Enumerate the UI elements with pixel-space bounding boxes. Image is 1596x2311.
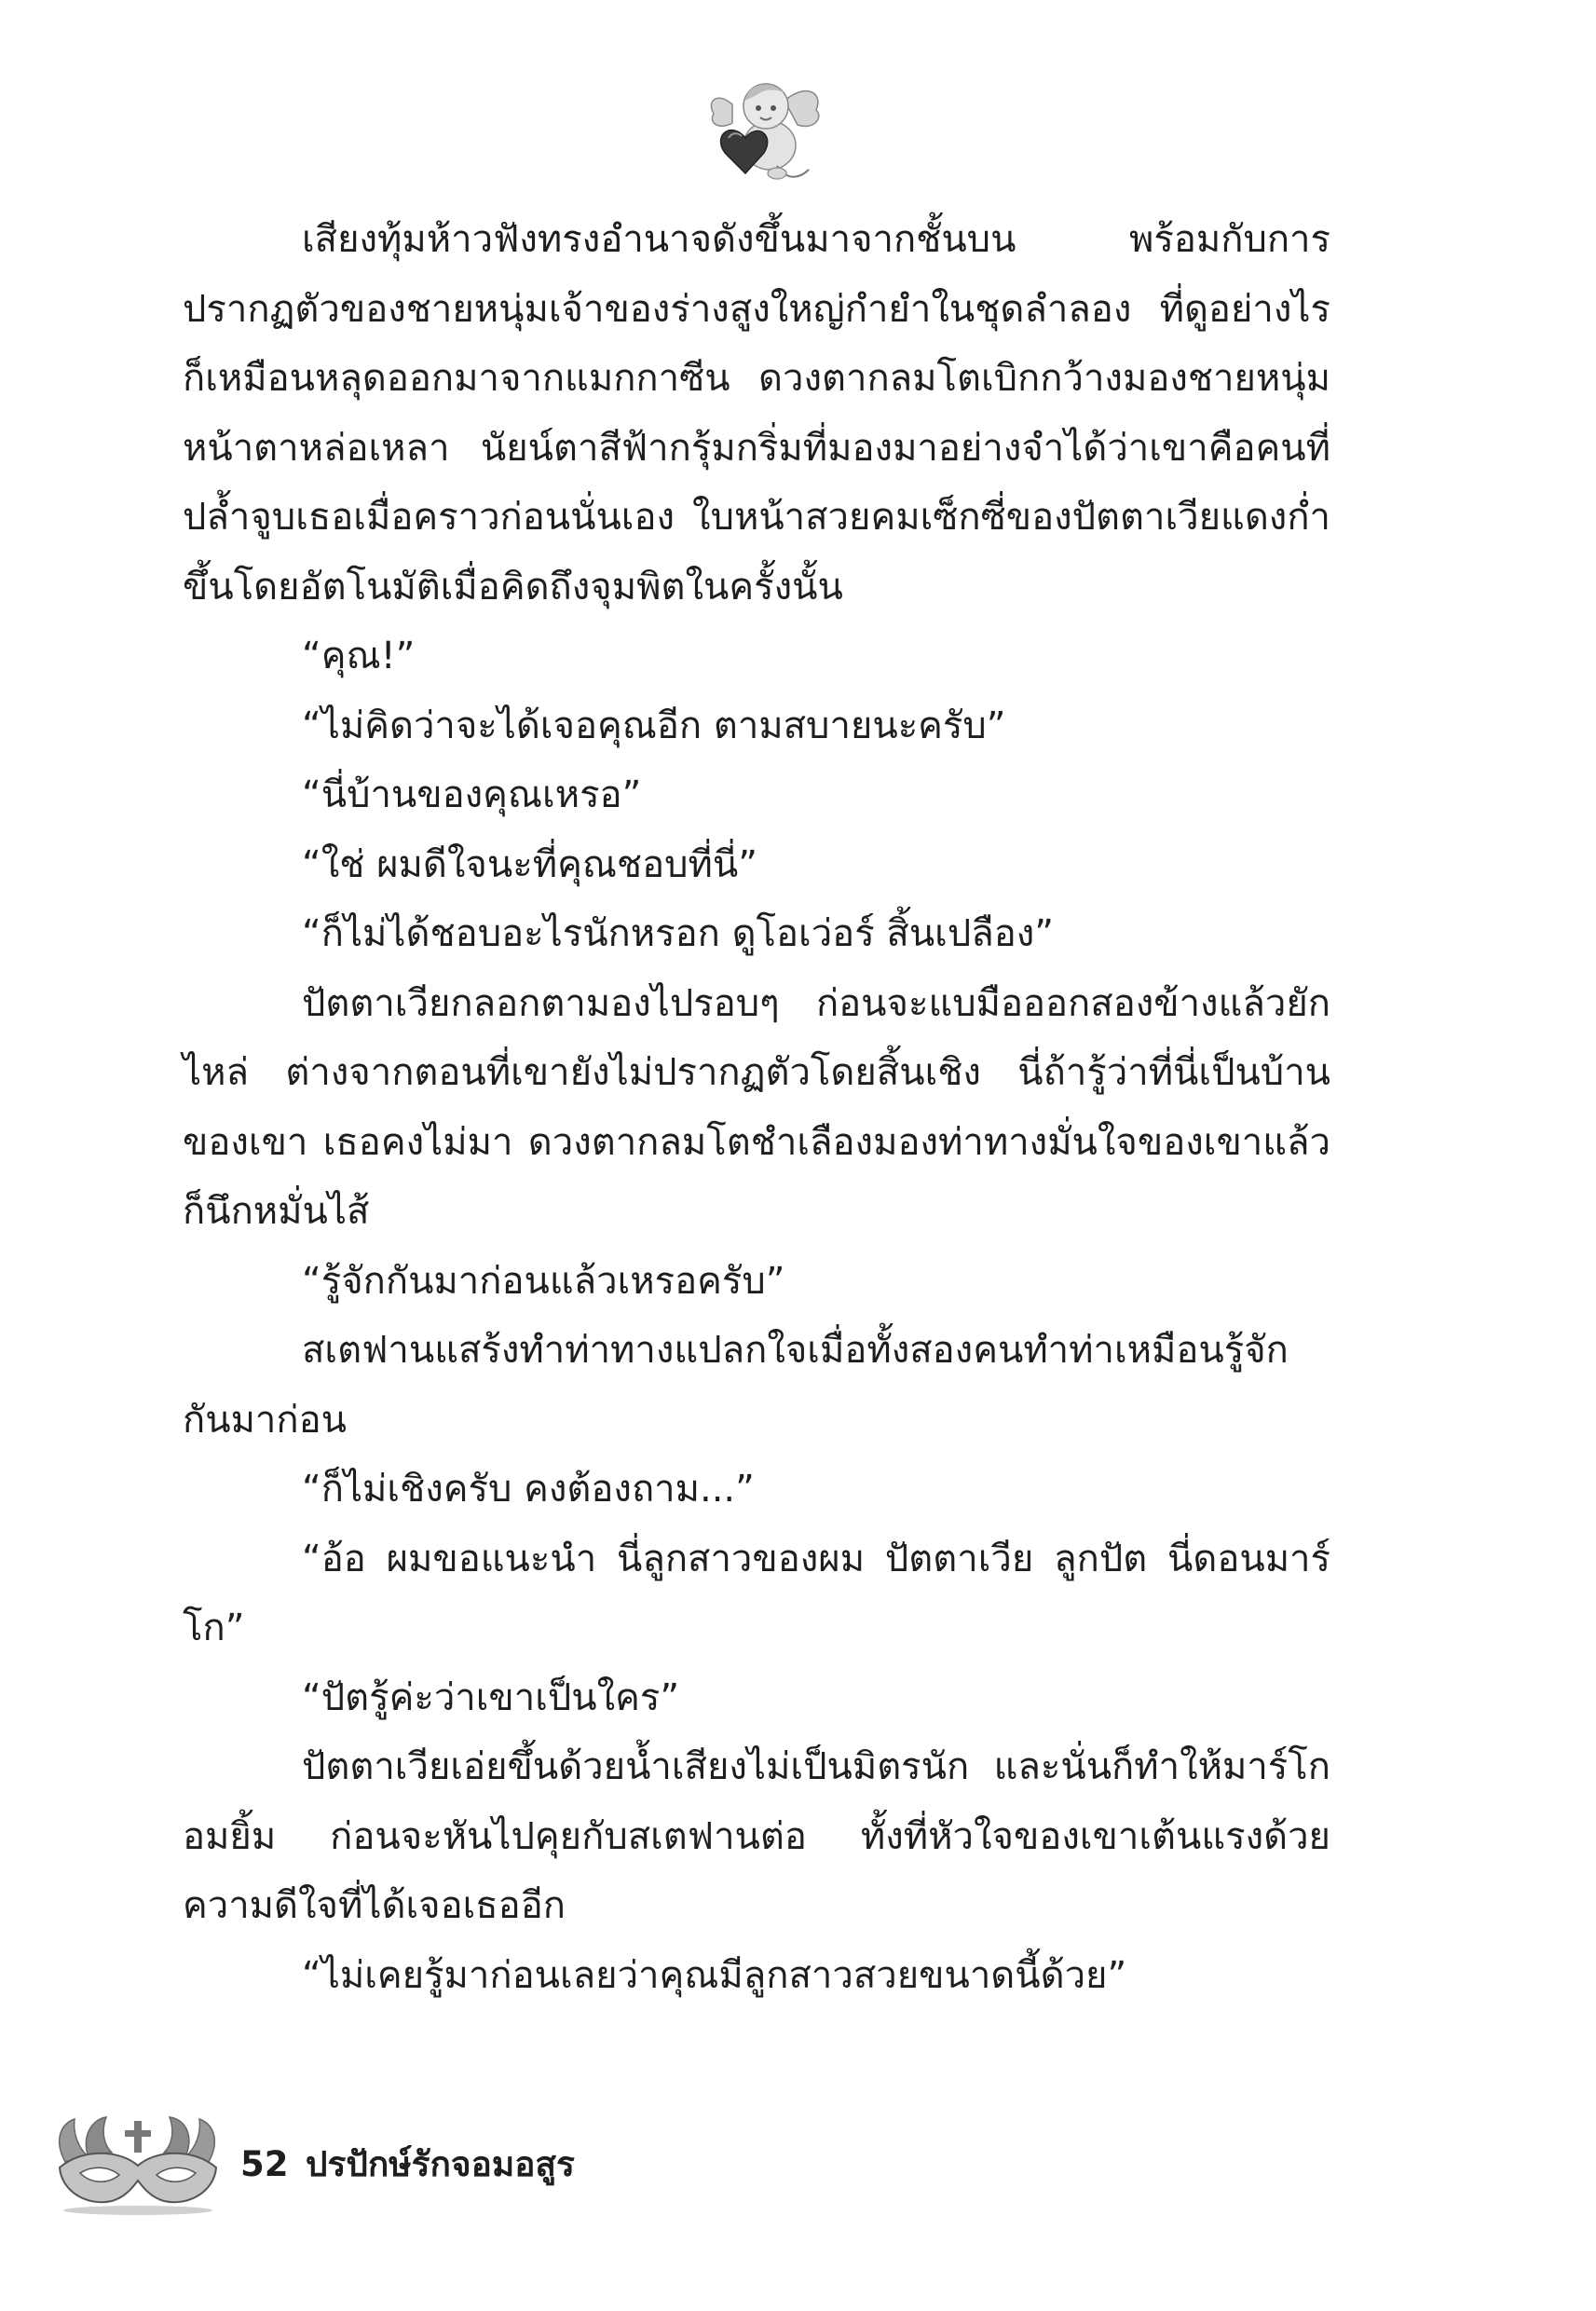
- masquerade-mask-icon: [47, 2113, 244, 2216]
- paragraph-narration: สเตฟานแสร้งทำท่าทางแปลกใจเมื่อทั้งสองคนทำท่าเหมือนรู้จักกันมาก่อน: [183, 1329, 1289, 1442]
- paragraph-dialogue: “ก็ไม่เชิงครับ คงต้องถาม...”: [302, 1468, 755, 1511]
- paragraph-dialogue: “ปัตรู้ค่ะว่าเขาเป็นใคร”: [302, 1675, 680, 1719]
- paragraph-dialogue: “ก็ไม่ได้ชอบอะไรนักหรอก ดูโอเว่อร์ สิ้นเปลือง”: [302, 912, 1055, 955]
- paragraph-dialogue: “คุณ!”: [302, 635, 416, 677]
- paragraph-narration: เสียงทุ้มห้าวฟังทรงอำนาจดังขึ้นมาจากชั้นบน พร้อมกับการปรากฏตัวของชายหนุ่มเจ้าของร่างสูงใหญ่กำยำในชุดลำลอง ที่ดูอย่างไรก็เหมือนหลุดออกมาจากแมกกาซีน ดวงตากลมโตเบิกกว้างมองชายหนุ่มหน้าตาหล่อเหลา นัยน์ตาสีฟ้ากรุ้มกริ่มที่มองมาอย่างจำได้ว่าเขาคือคนที่ปล้ำจูบเธอเมื่อคราวก่อนนั่นเอง ใบหน้าสวยคมเซ็กซี่ของปัตตาเวียแดงก่ำขึ้นโดยอัตโนมัติเมื่อคิดถึงจุมพิตในครั้งนั้น: [183, 218, 1330, 609]
- paragraph-narration: ปัตตาเวียเอ่ยขึ้นด้วยน้ำเสียงไม่เป็นมิตรนัก และนั่นก็ทำให้มาร์โกอมยิ้ม ก่อนจะหันไปคุยกับสเตฟานต่อ ทั้งที่หัวใจของเขาเต้นแรงด้วยความดีใจที่ได้เจอเธออีก: [183, 1745, 1330, 1927]
- book-title: ปรปักษ์รักจอมอสูร: [306, 2144, 575, 2184]
- paragraph-dialogue: “นี่บ้านของคุณเหรอ”: [302, 773, 642, 816]
- paragraph-narration: ปัตตาเวียกลอกตามองไปรอบๆ ก่อนจะแบมือออกสองข้างแล้วยักไหล่ ต่างจากตอนที่เขายังไม่ปรากฏตัวโดยสิ้นเชิง นี่ถ้ารู้ว่าที่นี่เป็นบ้านของเขา เธอคงไม่มา ดวงตากลมโตชำเลืองมองท่าทางมั่นใจของเขาแล้วก็นึกหมั่นไส้: [183, 981, 1330, 1233]
- page-footer: [47, 2113, 792, 2216]
- paragraph-dialogue: “อ้อ ผมขอแนะนำ นี่ลูกสาวของผม ปัตตาเวีย ลูกปัต นี่ดอนมาร์โก”: [183, 1537, 1330, 1649]
- cupid-with-heart-icon: [704, 73, 825, 189]
- document-body: [183, 205, 1330, 2010]
- paragraph-dialogue: “ใช่ ผมดีใจนะที่คุณชอบที่นี่”: [302, 842, 757, 886]
- paragraph-dialogue: “ไม่เคยรู้มาก่อนเลยว่าคุณมีลูกสาวสวยขนาดนี้ด้วย”: [302, 1953, 1127, 1997]
- paragraph-dialogue: “รู้จักกันมาก่อนแล้วเหรอครับ”: [302, 1259, 785, 1303]
- paragraph-dialogue: “ไม่คิดว่าจะได้เจอคุณอีก ตามสบายนะครับ”: [302, 704, 1006, 747]
- page-number: 52: [240, 2144, 289, 2184]
